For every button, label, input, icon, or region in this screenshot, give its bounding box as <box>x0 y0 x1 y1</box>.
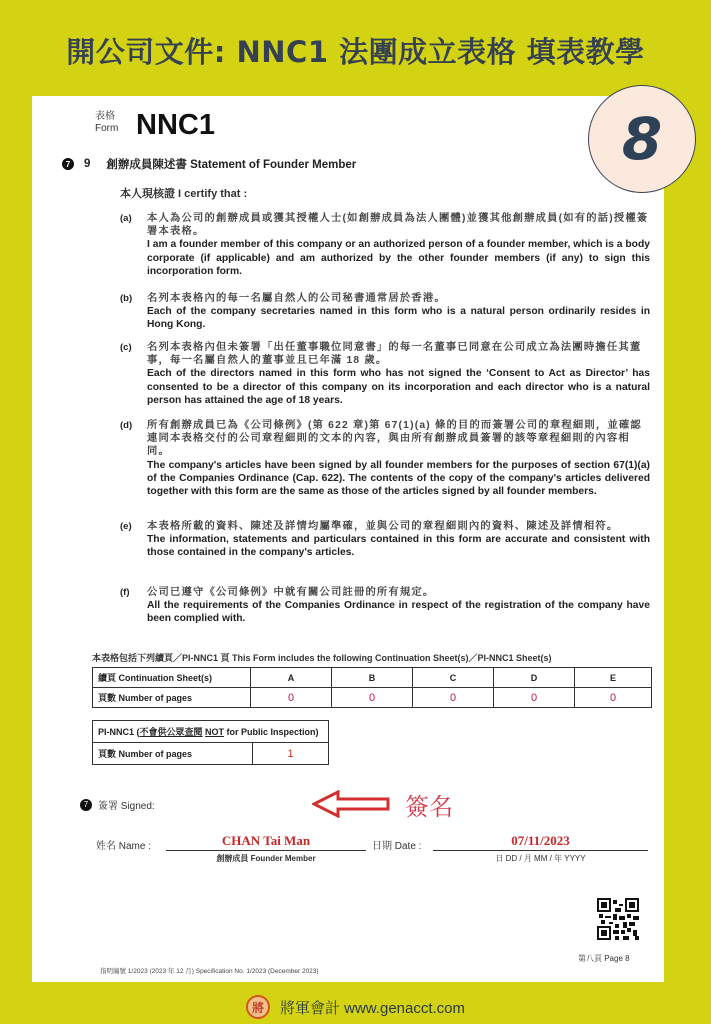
row-header: 續頁 Continuation Sheet(s) <box>93 668 251 688</box>
footer-text[interactable]: 將軍會計 www.genacct.com <box>279 999 466 1017</box>
name-underline <box>166 850 366 851</box>
clause-text-en: The information, statements and particulars contained in this form are accurate and consistent with those contained in the company's articles. <box>147 534 650 559</box>
clause-a <box>120 212 650 278</box>
clause-text-zh: 本人為公司的創辦成員或獲其授權人士(如創辦成員為法人團體)並獲其他創辦成員(如有的話)授權簽署本表格。 <box>147 213 649 238</box>
arrow-left-icon <box>312 790 392 818</box>
name-field[interactable]: CHAN Tai Man <box>221 833 311 848</box>
clause-label: (d) <box>120 420 133 431</box>
table-row <box>93 688 652 708</box>
clause-f <box>120 586 650 626</box>
pi-suffix: for Public Inspection) <box>224 727 319 737</box>
banner-title: 開公司文件: NNC1 法團成立表格 填表教學 <box>66 35 645 69</box>
sheet-label: E <box>575 668 652 688</box>
pi-nnc1-table <box>92 720 329 765</box>
date-label: 日期 Date : <box>372 841 422 852</box>
page-count-field[interactable]: 0 <box>575 688 652 708</box>
clause-label: (b) <box>120 293 133 304</box>
form-label <box>95 111 118 135</box>
form-label-en: Form <box>95 123 119 134</box>
clause-e <box>120 520 650 560</box>
pi-zh: 不會供公眾查閱 <box>139 727 203 737</box>
page-count-field[interactable]: 0 <box>413 688 494 708</box>
continuation-table <box>92 667 652 708</box>
pi-nnc1-header <box>93 721 329 743</box>
page-count-field[interactable]: 0 <box>332 688 413 708</box>
signed-label: 簽署 Signed: <box>98 801 155 812</box>
specification-number: 指明編號 1/2023 (2023 年 12 月) Specification No. 1/2023 (December 2023) <box>100 968 319 975</box>
clause-label: (a) <box>120 213 132 224</box>
section-heading <box>62 156 356 172</box>
form-code: NNC1 <box>136 109 215 141</box>
info-number-icon: 7 <box>62 158 74 170</box>
clause-text-en: I am a founder member of this company or an authorized person of a founder member, which is a body corporate (if applicable) and am authorized by the other founder members (if any) to sign this incorporation form. <box>147 239 650 277</box>
footer-brand <box>0 995 711 1019</box>
company-logo-icon: 將 <box>246 995 270 1019</box>
row-header: 頁數 Number of pages <box>93 743 253 765</box>
section-number: 9 <box>84 158 91 170</box>
date-caption: 日 DD / 月 MM / 年 YYYY <box>495 854 586 863</box>
clause-label: (c) <box>120 342 132 353</box>
sign-here-annotation: 簽名 <box>405 793 453 821</box>
clause-label: (f) <box>120 587 130 598</box>
clause-b <box>120 292 650 332</box>
sheet-label: C <box>413 668 494 688</box>
row-header: 頁數 Number of pages <box>93 688 251 708</box>
pi-page-count-field[interactable]: 1 <box>253 743 329 765</box>
signature-row <box>80 797 155 812</box>
page-count-field[interactable]: 0 <box>251 688 332 708</box>
page-count-field[interactable]: 0 <box>494 688 575 708</box>
certify-statement: 本人現核證 I certify that : <box>120 188 248 200</box>
clause-text-en: The company's articles have been signed by all founder members for the purposes of section 67(1)(a) of the Companies Ordinance (Cap. 622). The contents of the copy of the company's articles delivered together with this form are the same as those of the articles signed by all founder members. <box>147 459 650 498</box>
clause-text-zh: 所有創辦成員已為《公司條例》(第 622 章)第 67(1)(a) 條的目的而簽署公司的章程細則，並確認連同本表格交付的公司章程細則的文本的內容，與由所有創辦成員簽署的該等章程細則的內容相同。 <box>147 420 642 458</box>
table-row <box>93 743 329 765</box>
clause-text-en: All the requirements of the Companies Ordinance in respect of the registration of the company have been complied with. <box>147 600 650 625</box>
pi-prefix: PI-NNC1 ( <box>98 727 140 737</box>
sheet-label: B <box>332 668 413 688</box>
date-underline <box>433 850 648 851</box>
page-number: 第八頁 Page 8 <box>578 954 630 963</box>
clause-d <box>120 419 650 498</box>
info-number-icon: 7 <box>80 799 92 811</box>
clause-text-zh: 名列本表格內但未簽署「出任董事職位同意書」的每一名董事已同意在公司成立為法團時擔任其董事，每一名屬自然人的董事並且已年滿 18 歲。 <box>147 342 642 367</box>
clause-text-en: Each of the directors named in this form who has not signed the ‘Consent to Act as Director’ has consented to be a director of this company on its incorporation and each director who is a natural person has attained the age of 18 years. <box>147 368 650 406</box>
continuation-caption: 本表格包括下列續頁／PI-NNC1 頁 This Form includes the following Continuation Sheet(s)／PI-NNC1 Sheet(s) <box>92 653 552 663</box>
qr-code-icon <box>597 898 639 940</box>
section-title: 創辦成員陳述書 Statement of Founder Member <box>106 159 357 171</box>
name-label: 姓名 Name : <box>96 841 152 852</box>
table-row <box>93 668 652 688</box>
table-row <box>93 721 329 743</box>
name-caption: 創辦成員 Founder Member <box>216 854 316 863</box>
clause-text-en: Each of the company secretaries named in this form who is a natural person ordinarily resides in Hong Kong. <box>147 306 650 331</box>
sheet-label: D <box>494 668 575 688</box>
step-number-badge: 8 <box>588 85 696 193</box>
date-field[interactable]: 07/11/2023 <box>511 833 570 848</box>
clause-text-zh: 本表格所載的資料、陳述及詳情均屬準確，並與公司的章程細則內的資料、陳述及詳情相符。 <box>147 521 619 532</box>
clause-text-zh: 名列本表格內的每一名屬自然人的公司秘書通常居於香港。 <box>147 293 446 304</box>
clause-c <box>120 341 650 407</box>
sheet-label: A <box>251 668 332 688</box>
form-label-zh: 表格 <box>95 111 115 122</box>
clause-text-zh: 公司已遵守《公司條例》中就有關公司註冊的所有規定。 <box>147 587 435 598</box>
pi-not: NOT <box>205 727 225 737</box>
clause-label: (e) <box>120 521 132 532</box>
